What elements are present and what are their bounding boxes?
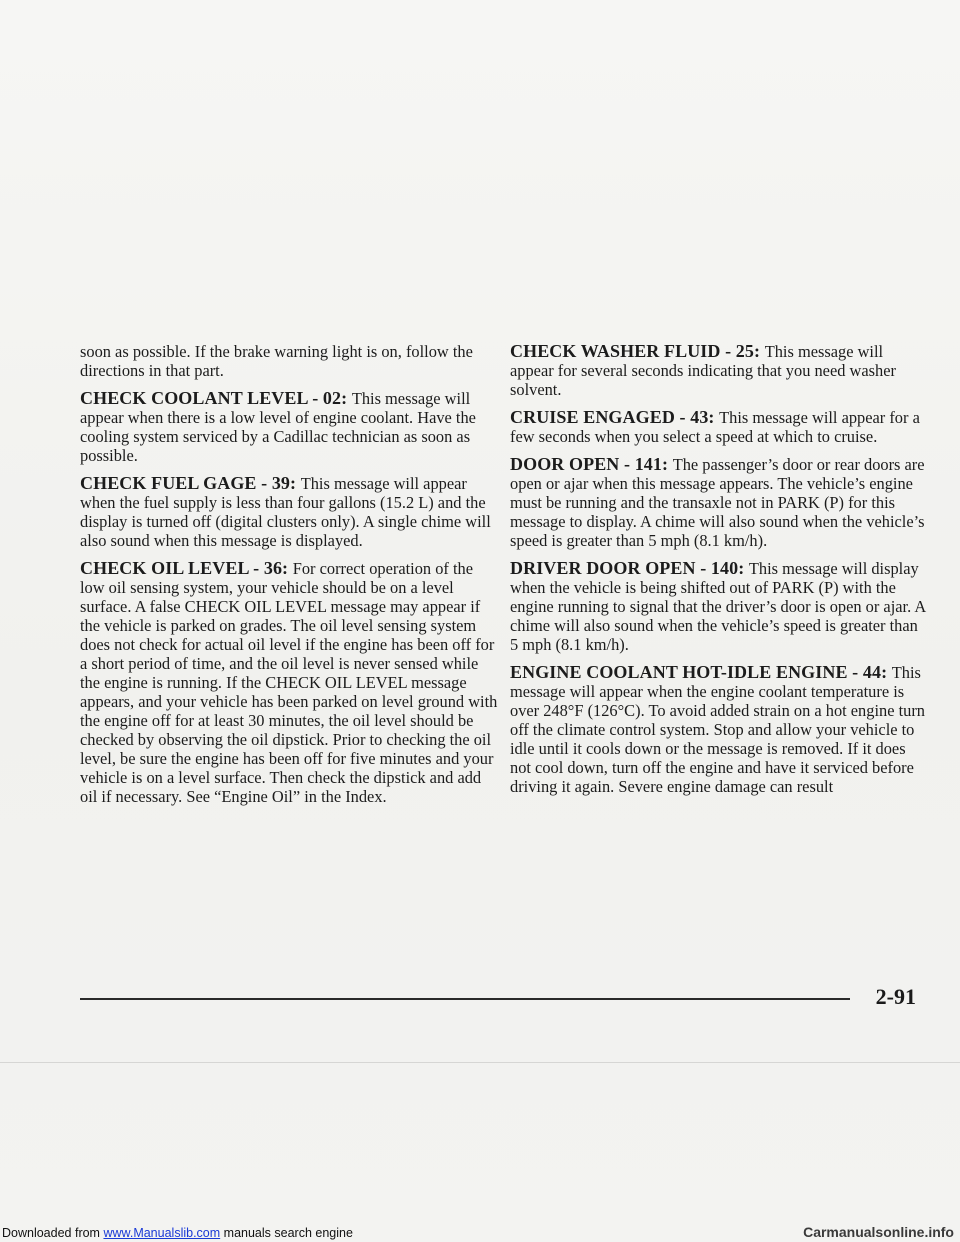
paragraph-body: The passenger’s door or rear doors are open or ajar when this message appears. The vehicle’s engine must be running and the transaxle not in PARK (P) for this message to display. A chime will also sound when the vehicle’s speed is greater than 5 mph (8.1 km/h). — [510, 455, 925, 550]
paragraph-body: This message will appear when there is a low level of engine coolant. Have the cooling system serviced by a Cadillac technician as soon as possible. — [80, 389, 476, 465]
paragraph-body: soon as possible. If the brake warning light is on, follow the directions in that part. — [80, 342, 473, 380]
section-heading: ENGINE COOLANT HOT-IDLE ENGINE - 44: — [510, 662, 892, 682]
page-footer-rule — [80, 998, 850, 1000]
footer-suffix: manuals search engine — [223, 1226, 353, 1240]
section-heading: CHECK COOLANT LEVEL - 02: — [80, 388, 352, 408]
section-heading: CHECK WASHER FLUID - 25: — [510, 341, 765, 361]
paragraph-check-washer-fluid — [510, 342, 928, 399]
paragraph-check-coolant-level — [80, 389, 498, 465]
section-heading: CHECK FUEL GAGE - 39: — [80, 473, 301, 493]
paragraph-driver-door-open — [510, 559, 928, 654]
right-column — [510, 342, 928, 805]
paragraph-body: This message will appear when the fuel supply is less than four gallons (15.2 L) and the display is turned off (digital clusters only). A single chime will also sound when this message is displayed. — [80, 474, 491, 550]
paragraph-body: This message will appear when the engine coolant temperature is over 248°F (126°C). To avoid added strain on a hot engine turn off the climate control system. Stop and allow your vehicle to idle until it cools down or the message is removed. If it does not cool down, turn off the engine and have it serviced before driving it again. Severe engine damage can result — [510, 663, 925, 796]
paragraph-body: This message will display when the vehicle is being shifted out of PARK (P) with the engine running to signal that the driver’s door is open or ajar. A chime will also sound when the vehicle’s speed is greater than 5 mph (8.1 km/h). — [510, 559, 926, 654]
paragraph-body: For correct operation of the low oil sensing system, your vehicle should be on a level surface. A false CHECK OIL LEVEL message may appear if the vehicle is parked on grades. The oil level sensing system does not check for actual oil level if the engine has been off for a short period of time, and the oil level is never sensed while the engine is running. If the CHECK OIL LEVEL message appears, and your vehicle has been parked on level ground with the engine off for at least 30 minutes, the oil level should be checked by observing the oil dipstick. Prior to checking the oil level, be sure the engine has been off for five minutes and your vehicle is on a level surface. Then check the dipstick and add oil if necessary. See “Engine Oil” in the Index. — [80, 559, 498, 806]
paragraph-engine-coolant-hot — [510, 663, 928, 796]
paragraph-cruise-engaged — [510, 408, 928, 446]
paragraph-check-oil-level — [80, 559, 498, 806]
section-heading: DOOR OPEN - 141: — [510, 454, 673, 474]
paragraph-door-open — [510, 455, 928, 550]
left-column — [80, 342, 498, 815]
paragraph-brake-continuation — [80, 342, 498, 380]
footer-prefix: Downloaded from — [2, 1226, 100, 1240]
download-footer — [2, 1226, 353, 1240]
section-heading: DRIVER DOOR OPEN - 140: — [510, 558, 749, 578]
section-heading: CRUISE ENGAGED - 43: — [510, 407, 720, 427]
paragraph-body: This message will appear for several seconds indicating that you need washer solvent. — [510, 342, 896, 399]
page-number: 2-91 — [875, 984, 916, 1009]
paragraph-check-fuel-gage — [80, 474, 498, 550]
manualslib-link[interactable]: www.Manualslib.com — [103, 1226, 221, 1240]
watermark-text: Carmanualsonline.info — [803, 1224, 954, 1240]
scan-edge-divider — [0, 1062, 960, 1063]
section-heading: CHECK OIL LEVEL - 36: — [80, 558, 293, 578]
paragraph-body: This message will appear for a few seconds when you select a speed at which to cruise. — [510, 408, 920, 446]
